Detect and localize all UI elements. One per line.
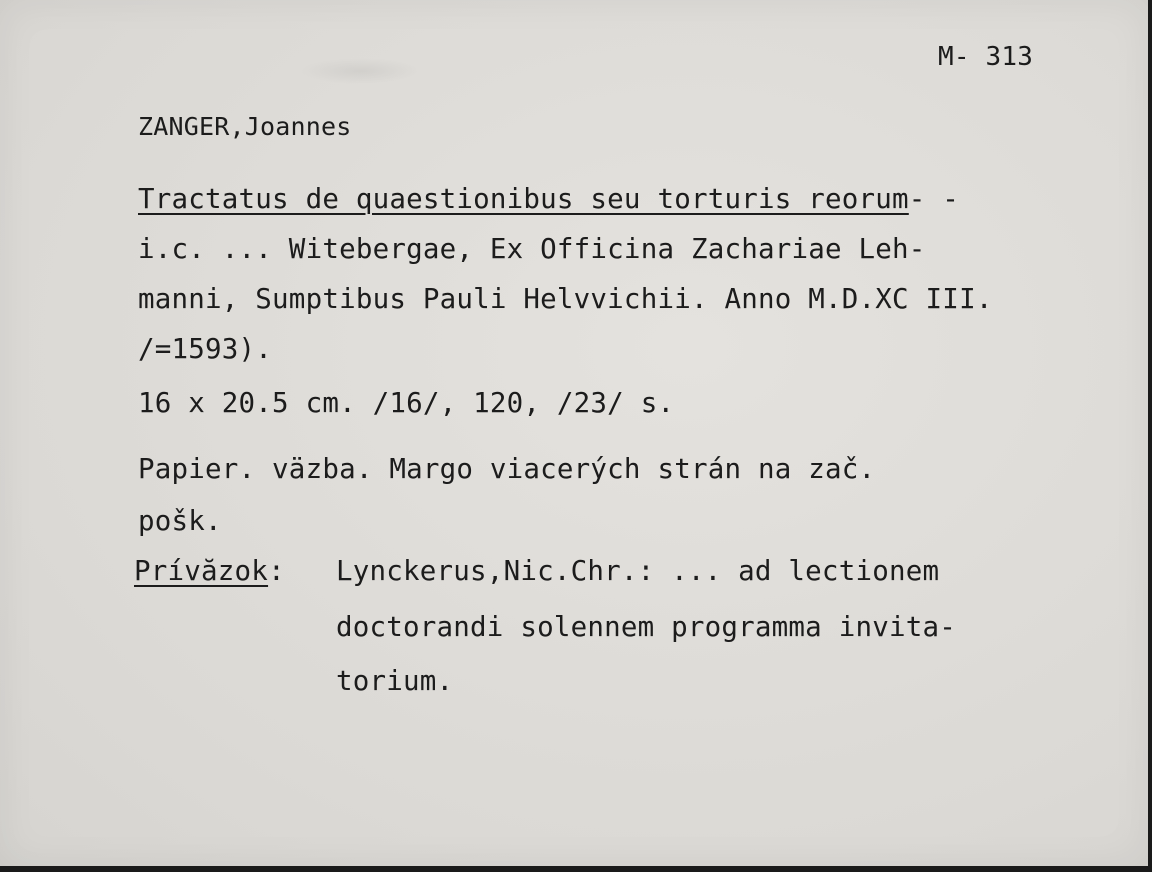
appendix-line-1: Lynckerus,Nic.Chr.: ... ad lectionem	[336, 555, 940, 587]
title-line	[138, 183, 960, 215]
notes-line-1: Papier. väzba. Margo viacerých strán na zač.	[138, 453, 876, 485]
smudge-mark	[300, 58, 420, 84]
appendix-colon: :	[268, 555, 285, 587]
author-heading: ZANGER,Joannes	[138, 112, 352, 141]
imprint-line-3: /=1593).	[138, 333, 273, 365]
title-underlined: Tractatus de quaestionibus seu torturis reorum	[138, 183, 909, 215]
appendix-line-3: torium.	[336, 665, 454, 697]
appendix-label: Prívăzok	[134, 555, 269, 587]
notes-line-2: pošk.	[138, 505, 222, 537]
appendix-line-2: doctorandi solennem programma invita-	[336, 611, 956, 643]
imprint-line-1: i.c. ... Witebergae, Ex Officina Zachariae Leh-	[138, 233, 926, 265]
appendix-heading	[134, 555, 285, 587]
title-continuation: - -	[908, 183, 960, 215]
collation-line: 16 x 20.5 cm. /16/, 120, /23/ s.	[138, 387, 675, 419]
call-number: M- 313	[938, 42, 1034, 72]
imprint-line-2: manni, Sumptibus Pauli Helvvichii. Anno M.D.XC III.	[138, 283, 993, 315]
